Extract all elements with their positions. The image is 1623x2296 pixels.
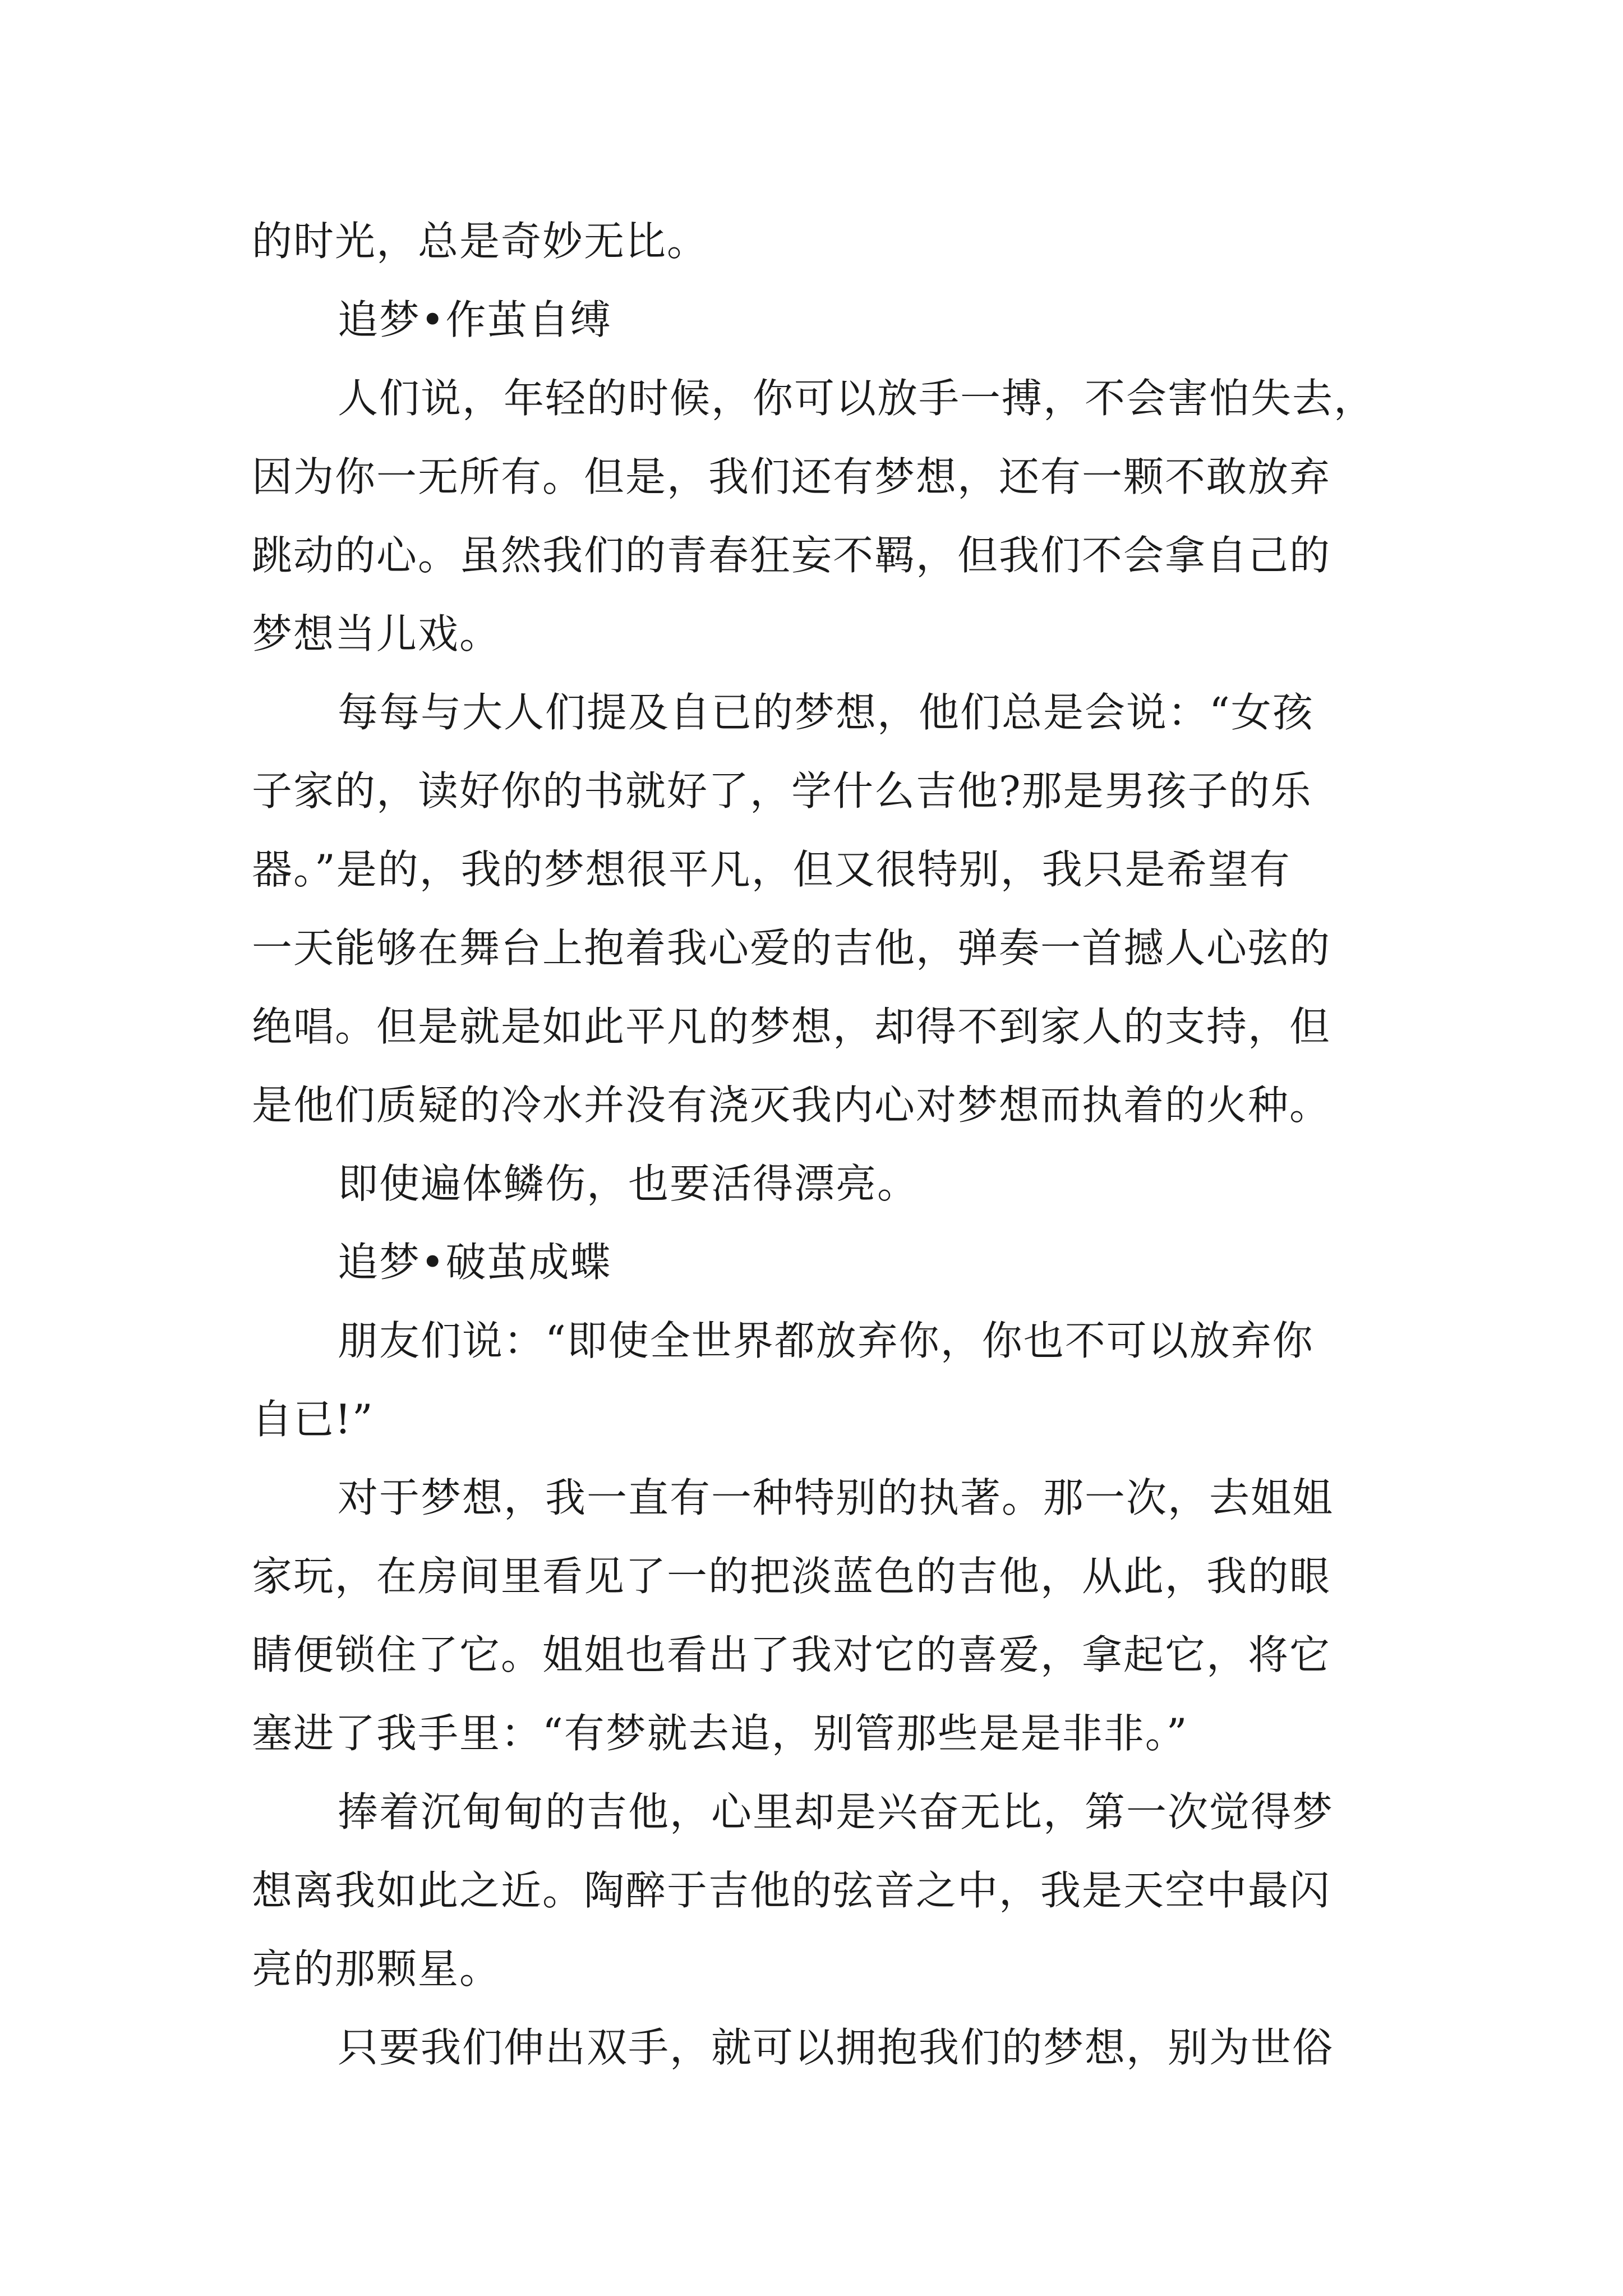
text-line: 睛便锁住了它。姐姐也看出了我对它的喜爱，拿起它，将它 [252,1631,1331,1678]
text-line: 家玩，在房间里看见了一的把淡蓝色的吉他，从此，我的眼 [252,1553,1331,1600]
text-line: 绝唱。但是就是如此平凡的梦想，却得不到家人的支持，但 [252,1003,1331,1050]
text-line: 梦想当儿戏。 [252,610,501,657]
text-line: 对于梦想，我一直有一种特别的执著。那一次，去姐姐 [338,1474,1334,1521]
text-line: 是他们质疑的冷水并没有浇灭我内心对梦想而执着的火种。 [252,1082,1331,1129]
text-line: 每每与大人们提及自已的梦想，他们总是会说：“女孩 [338,689,1314,736]
section-heading: 追梦•破茧成蝶 [338,1239,612,1286]
text-line: 只要我们伸出双手，就可以拥抱我们的梦想，别为世俗 [338,2024,1334,2071]
text-line: 子家的，读好你的书就好了，学什么吉他?那是男孩子的乐 [252,767,1312,815]
text-line: 捧着沉甸甸的吉他，心里却是兴奋无比，第一次觉得梦 [338,1788,1334,1835]
text-line: 朋友们说：“即使全世界都放弃你，你也不可以放弃你 [338,1317,1314,1364]
section-heading: 追梦•作茧自缚 [338,296,612,343]
text-line: 因为你一无所有。但是，我们还有梦想，还有一颗不敢放弃 [252,453,1331,500]
text-line: 跳动的心。虽然我们的青春狂妄不羁，但我们不会拿自己的 [252,532,1331,579]
text-line: 想离我如此之近。陶醉于吉他的弦音之中，我是天空中最闪 [252,1867,1331,1914]
text-line: 即使遍体鳞伤，也要活得漂亮。 [338,1160,919,1207]
text-line: 的时光，总是奇妙无比。 [252,218,709,265]
text-line: 一天能够在舞台上抱着我心爱的吉他，弹奏一首撼人心弦的 [252,924,1331,972]
text-line: 亮的那颗星。 [252,1945,501,1993]
text-line: 塞进了我手里：“有梦就去追，别管那些是是非非。” [252,1710,1188,1757]
text-line: 自已!” [252,1396,374,1443]
text-line: 人们说，年轻的时候，你可以放手一搏，不会害怕失去， [338,375,1376,422]
text-line: 器。”是的，我的梦想很平凡，但又很特别，我只是希望有 [252,846,1291,893]
